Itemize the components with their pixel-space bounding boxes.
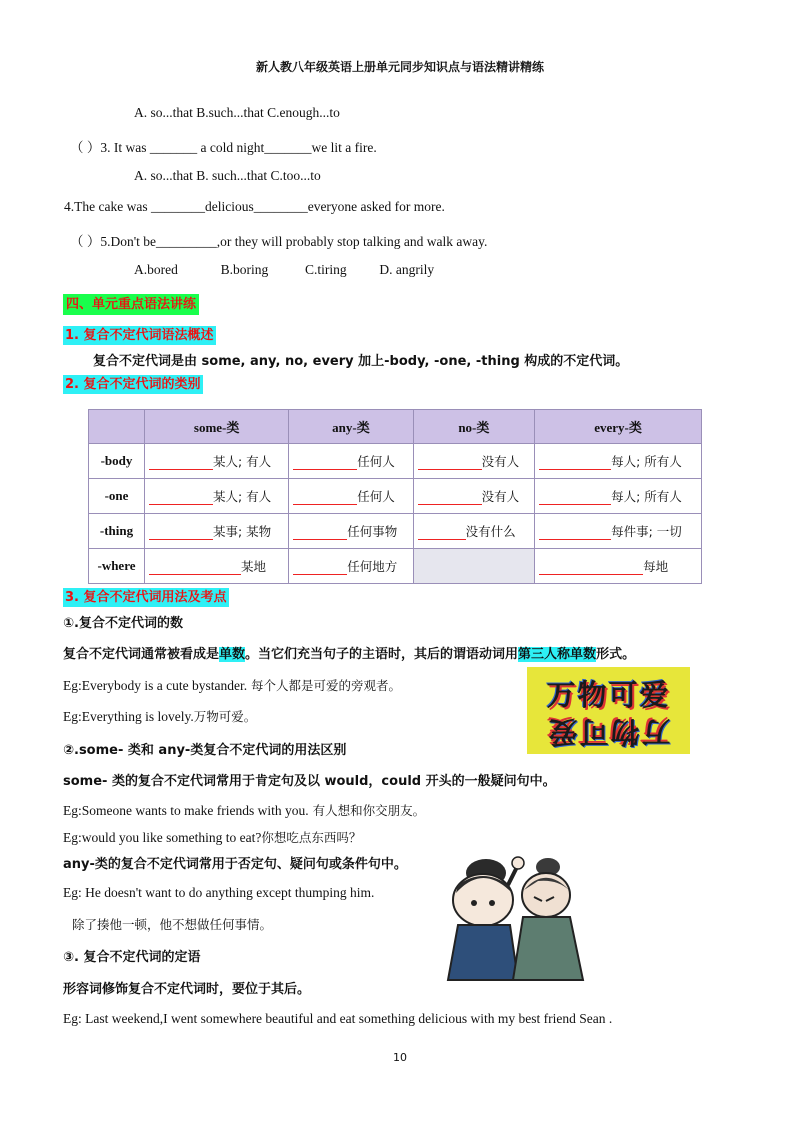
example-4: Eg:would you like something to eat?你想吃点东西吗？ [63,830,362,845]
example-5: Eg: He doesn't want to do anything except thumping him. [63,885,375,900]
pronoun-table [88,409,702,584]
table-row [89,444,702,479]
header-every: every-类 [535,410,702,444]
example-6: Eg: Last weekend,I went somewhere beautiful and eat something delicious with my best friend Sean . [63,1011,613,1026]
table-cell: 每地 [535,549,702,584]
point-3-title: ③. 复合不定代词的定语 [63,950,201,965]
header-no: no-类 [413,410,535,444]
question-3 [70,136,377,156]
table-row [89,549,702,584]
q2-options: A. so...that B.such...that C.enough...to [134,105,340,120]
row-label: -one [89,479,145,514]
example-3: Eg:Someone wants to make friends with you. 有人想和你交朋友。 [63,803,426,818]
example-1: Eg:Everybody is a cute bystander. 每个人都是可爱的旁观者。 [63,678,402,693]
option-a: A.bored [134,262,178,277]
table-cell: 任何人 [289,479,413,514]
highlight-third-person: 第三人称单数 [518,647,597,662]
header-some: some-类 [145,410,289,444]
q5-options [134,262,434,278]
section-4-title: 四、单元重点语法讲练 [63,293,199,313]
subsection-1-title: 1. 复合不定代词语法概述 [65,328,214,343]
option-b: B.boring [220,262,269,277]
table-cell: 某人; 有人 [145,444,289,479]
point-1-title: ①.复合不定代词的数 [63,616,183,631]
sticker-text-top: 万物可爱 [546,678,671,712]
point-1-text: 复合不定代词通常被看成是单数。当它们充当句子的主语时，其后的谓语动词用第三人称单数形式。 [63,647,636,662]
option-c: C.tiring [305,262,347,277]
highlight-singular: 单数 [219,647,246,662]
page-number: 10 [393,1051,407,1064]
row-label: -body [89,444,145,479]
cartoon-illustration [438,845,588,985]
table-cell: 任何事物 [289,514,413,549]
subsection-3-title: 3. 复合不定代词用法及考点 [65,590,227,605]
intro-text: 复合不定代词是由 some, any, no, every 加上-body, -one, -thing 构成的不定代词。 [93,354,629,369]
row-label: -where [89,549,145,584]
table-cell: 某事; 某物 [145,514,289,549]
table-cell: 每件事; 一切 [535,514,702,549]
table-cell: 每人; 所有人 [535,444,702,479]
table-cell: 没有人 [413,444,535,479]
table-cell: 任何人 [289,444,413,479]
answer-paren: （ ） [70,234,101,249]
q3-options: A. so...that B. such...that C.too...to [134,168,321,183]
table-row [89,514,702,549]
q3-stem: 3. It was _______ a cold night_______we lit a fire. [100,140,377,155]
page-header: 新人教八年级英语上册单元同步知识点与语法精讲精练 [255,60,544,74]
q5-stem: 5.Don't be_________,or they will probably stop talking and walk away. [100,234,488,249]
table-corner [89,410,145,444]
header-any: any-类 [289,410,413,444]
point-2-title: ②.some- 类和 any-类复合不定代词的用法区别 [63,743,347,758]
table-cell: 某人; 有人 [145,479,289,514]
question-5 [70,230,487,250]
table-cell [413,549,535,584]
table-cell: 没有什么 [413,514,535,549]
table-row [89,479,702,514]
sticker-image [527,667,690,754]
table-cell: 没有人 [413,479,535,514]
point-2-text: some- 类的复合不定代词常用于肯定句及以 would，could 开头的一般疑问句中。 [63,774,556,789]
table-header-row [89,410,702,444]
answer-paren: （ ） [70,140,101,155]
table-cell: 任何地方 [289,549,413,584]
point-2-text-any: any-类的复合不定代词常用于否定句、疑问句或条件句中。 [63,857,407,872]
example-2: Eg:Everything is lovely.万物可爱。 [63,709,257,724]
table-cell: 每人; 所有人 [535,479,702,514]
row-label: -thing [89,514,145,549]
question-4: 4.The cake was ________delicious________everyone asked for more. [64,199,445,214]
sticker-text-bottom: 万物可爱 [546,715,671,749]
table-cell: 某地 [145,549,289,584]
example-5-translation: 除了揍他一顿，他不想做任何事情。 [72,917,273,932]
subsection-2-title: 2. 复合不定代词的类别 [65,377,201,392]
option-d: D. angrily [379,262,435,277]
point-3-text: 形容词修饰复合不定代词时，要位于其后。 [63,982,311,997]
